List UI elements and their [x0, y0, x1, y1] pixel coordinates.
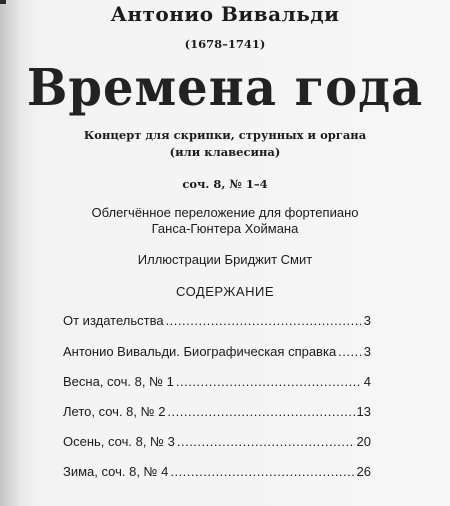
- toc-entry-page: 4: [363, 374, 371, 389]
- toc-entry-title: Весна, соч. 8, № 1: [63, 374, 174, 389]
- toc-entry-page: 13: [356, 404, 371, 419]
- toc-dot-leader: [338, 344, 361, 359]
- toc-entry: [63, 374, 371, 390]
- toc-entry-page: 3: [363, 344, 371, 359]
- illustrations-credit: Иллюстрации Бриджит Смит: [137, 252, 313, 267]
- toc-entry: [63, 313, 371, 329]
- toc-entry-title: Антонио Вивальди. Биографическая справка: [63, 344, 337, 359]
- contents-heading: СОДЕРЖАНИЕ: [175, 284, 274, 299]
- subtitle-line-1: Концерт для скрипки, струнных и органа: [83, 128, 367, 142]
- toc-dot-leader: [166, 313, 361, 328]
- toc-dot-leader: [177, 434, 355, 449]
- toc-entry-title: От издательства: [63, 313, 164, 328]
- toc-entry-page: 20: [356, 434, 371, 449]
- toc-entry-page: 26: [356, 464, 371, 479]
- subtitle-line-2: (или клавесина): [169, 145, 281, 159]
- toc-dot-leader: [170, 464, 354, 479]
- arrangement-credit-line-2: Ганса-Гюнтера Хоймана: [151, 221, 299, 236]
- toc-dot-leader: [167, 404, 354, 419]
- page-title: Времена года: [26, 58, 424, 118]
- toc-entry-title: Осень, соч. 8, № 3: [63, 434, 175, 449]
- toc-entry: [63, 464, 371, 480]
- toc-entry-title: Лето, соч. 8, № 2: [63, 404, 166, 419]
- composer-dates: (1678–1741): [184, 37, 266, 51]
- composer-name: Антонио Вивальди: [110, 2, 340, 26]
- toc-entry-page: 3: [363, 313, 371, 328]
- toc-dot-leader: [176, 374, 361, 389]
- arrangement-credit-line-1: Облегчённое переложение для фортепиано: [91, 205, 359, 220]
- toc-entry: [63, 404, 371, 420]
- toc-entry: [63, 434, 371, 450]
- opus-number: соч. 8, № 1–4: [182, 177, 268, 191]
- toc-entry: [63, 344, 371, 360]
- toc-entry-title: Зима, соч. 8, № 4: [63, 464, 169, 479]
